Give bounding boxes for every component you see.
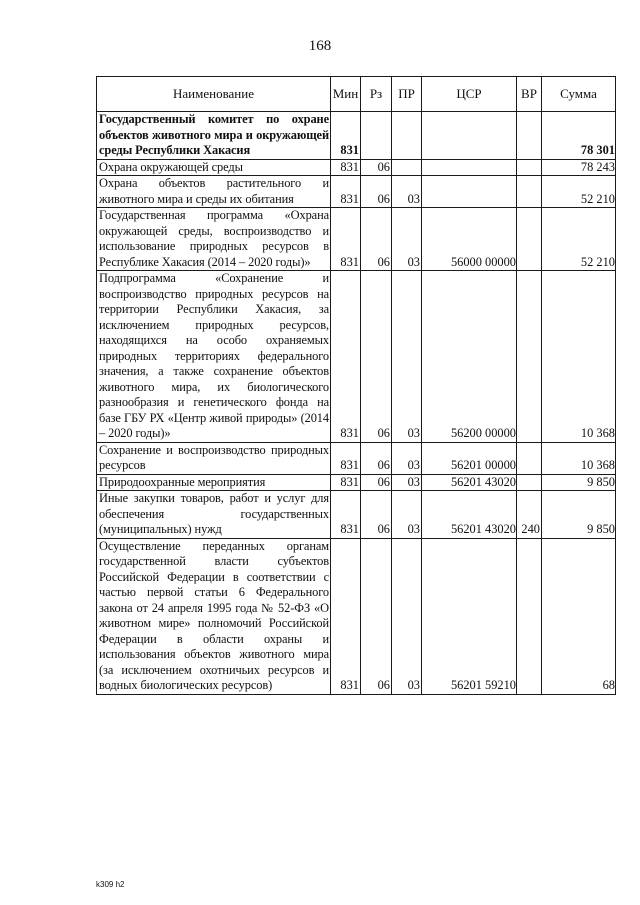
row-min: 831 [331, 491, 361, 539]
row-name: Государственный комитет по охране объектов животного мира и окружающей среды Республики Хакасия [97, 112, 331, 160]
table-header-row [97, 77, 616, 112]
row-rz [361, 112, 392, 160]
row-vr [517, 442, 542, 474]
row-name: Природоохранные мероприятия [97, 474, 331, 491]
row-sum: 10 368 [542, 442, 616, 474]
row-csr [422, 176, 517, 208]
table-row [97, 271, 616, 443]
row-rz: 06 [361, 208, 392, 271]
row-csr [422, 112, 517, 160]
row-csr: 56201 43020 [422, 491, 517, 539]
row-rz: 06 [361, 442, 392, 474]
row-sum: 52 210 [542, 176, 616, 208]
row-pr [392, 159, 422, 176]
row-vr [517, 159, 542, 176]
header-min: Мин [331, 77, 361, 112]
row-sum: 9 850 [542, 474, 616, 491]
row-name: Охрана объектов растительного и животного мира и среды их обитания [97, 176, 331, 208]
row-min: 831 [331, 176, 361, 208]
row-min: 831 [331, 271, 361, 443]
table-row [97, 538, 616, 694]
row-sum: 78 243 [542, 159, 616, 176]
row-vr [517, 208, 542, 271]
row-rz: 06 [361, 538, 392, 694]
row-vr [517, 271, 542, 443]
row-pr: 03 [392, 442, 422, 474]
row-pr [392, 112, 422, 160]
row-rz: 06 [361, 474, 392, 491]
row-name: Сохранение и воспроизводство природных ресурсов [97, 442, 331, 474]
row-csr: 56201 00000 [422, 442, 517, 474]
row-min: 831 [331, 208, 361, 271]
row-rz: 06 [361, 159, 392, 176]
row-pr: 03 [392, 208, 422, 271]
row-csr: 56201 43020 [422, 474, 517, 491]
row-vr [517, 474, 542, 491]
row-pr: 03 [392, 271, 422, 443]
header-rz: Рз [361, 77, 392, 112]
table-row [97, 208, 616, 271]
row-sum: 52 210 [542, 208, 616, 271]
row-name: Подпрограмма «Сохранение и воспроизводство природных ресурсов на территории Республики Хакасия, за исключением природных ресурсов, находящихся на особо охраняемых природных территориях федерального значения, а также сохранение объектов животного мира, их биологического разнообразия и генетического фонда на базе ГБУ РХ «Центр живой природы» (2014 – 2020 годы)» [97, 271, 331, 443]
row-rz: 06 [361, 176, 392, 208]
row-vr: 240 [517, 491, 542, 539]
header-csr: ЦСР [422, 77, 517, 112]
header-name: Наименование [97, 77, 331, 112]
row-pr: 03 [392, 474, 422, 491]
row-name: Охрана окружающей среды [97, 159, 331, 176]
row-csr: 56200 00000 [422, 271, 517, 443]
row-csr: 56000 00000 [422, 208, 517, 271]
row-name: Иные закупки товаров, работ и услуг для обеспечения государственных (муниципальных) нужд [97, 491, 331, 539]
row-rz: 06 [361, 491, 392, 539]
budget-table [96, 76, 616, 695]
row-sum: 10 368 [542, 271, 616, 443]
table-row [97, 112, 616, 160]
row-min: 831 [331, 112, 361, 160]
row-pr: 03 [392, 176, 422, 208]
footer-code: k309 h2 [96, 880, 125, 889]
row-pr: 03 [392, 491, 422, 539]
row-sum: 9 850 [542, 491, 616, 539]
row-vr [517, 176, 542, 208]
row-pr: 03 [392, 538, 422, 694]
header-vr: ВР [517, 77, 542, 112]
row-min: 831 [331, 442, 361, 474]
row-name: Осуществление переданных органам государственной власти субъектов Российской Федерации в соответствии с частью первой статьи 6 Федерального закона от 24 апреля 1995 года № 52-ФЗ «О животном мире» полномочий Российской Федерации в области охраны и использования объектов животного мира (за исключением охотничьих ресурсов и водных биологических ресурсов) [97, 538, 331, 694]
row-csr [422, 159, 517, 176]
row-vr [517, 112, 542, 160]
row-min: 831 [331, 538, 361, 694]
table-row [97, 159, 616, 176]
header-sum: Сумма [542, 77, 616, 112]
row-sum: 78 301 [542, 112, 616, 160]
row-sum: 68 [542, 538, 616, 694]
page-number: 168 [308, 38, 332, 54]
table-row [97, 474, 616, 491]
row-rz: 06 [361, 271, 392, 443]
table-row [97, 176, 616, 208]
row-name: Государственная программа «Охрана окружающей среды, воспроизводство и использование природных ресурсов в Республике Хакасия (2014 – 2020 годы)» [97, 208, 331, 271]
row-min: 831 [331, 474, 361, 491]
table-row [97, 442, 616, 474]
table-row [97, 491, 616, 539]
header-pr: ПР [392, 77, 422, 112]
row-min: 831 [331, 159, 361, 176]
row-vr [517, 538, 542, 694]
row-csr: 56201 59210 [422, 538, 517, 694]
